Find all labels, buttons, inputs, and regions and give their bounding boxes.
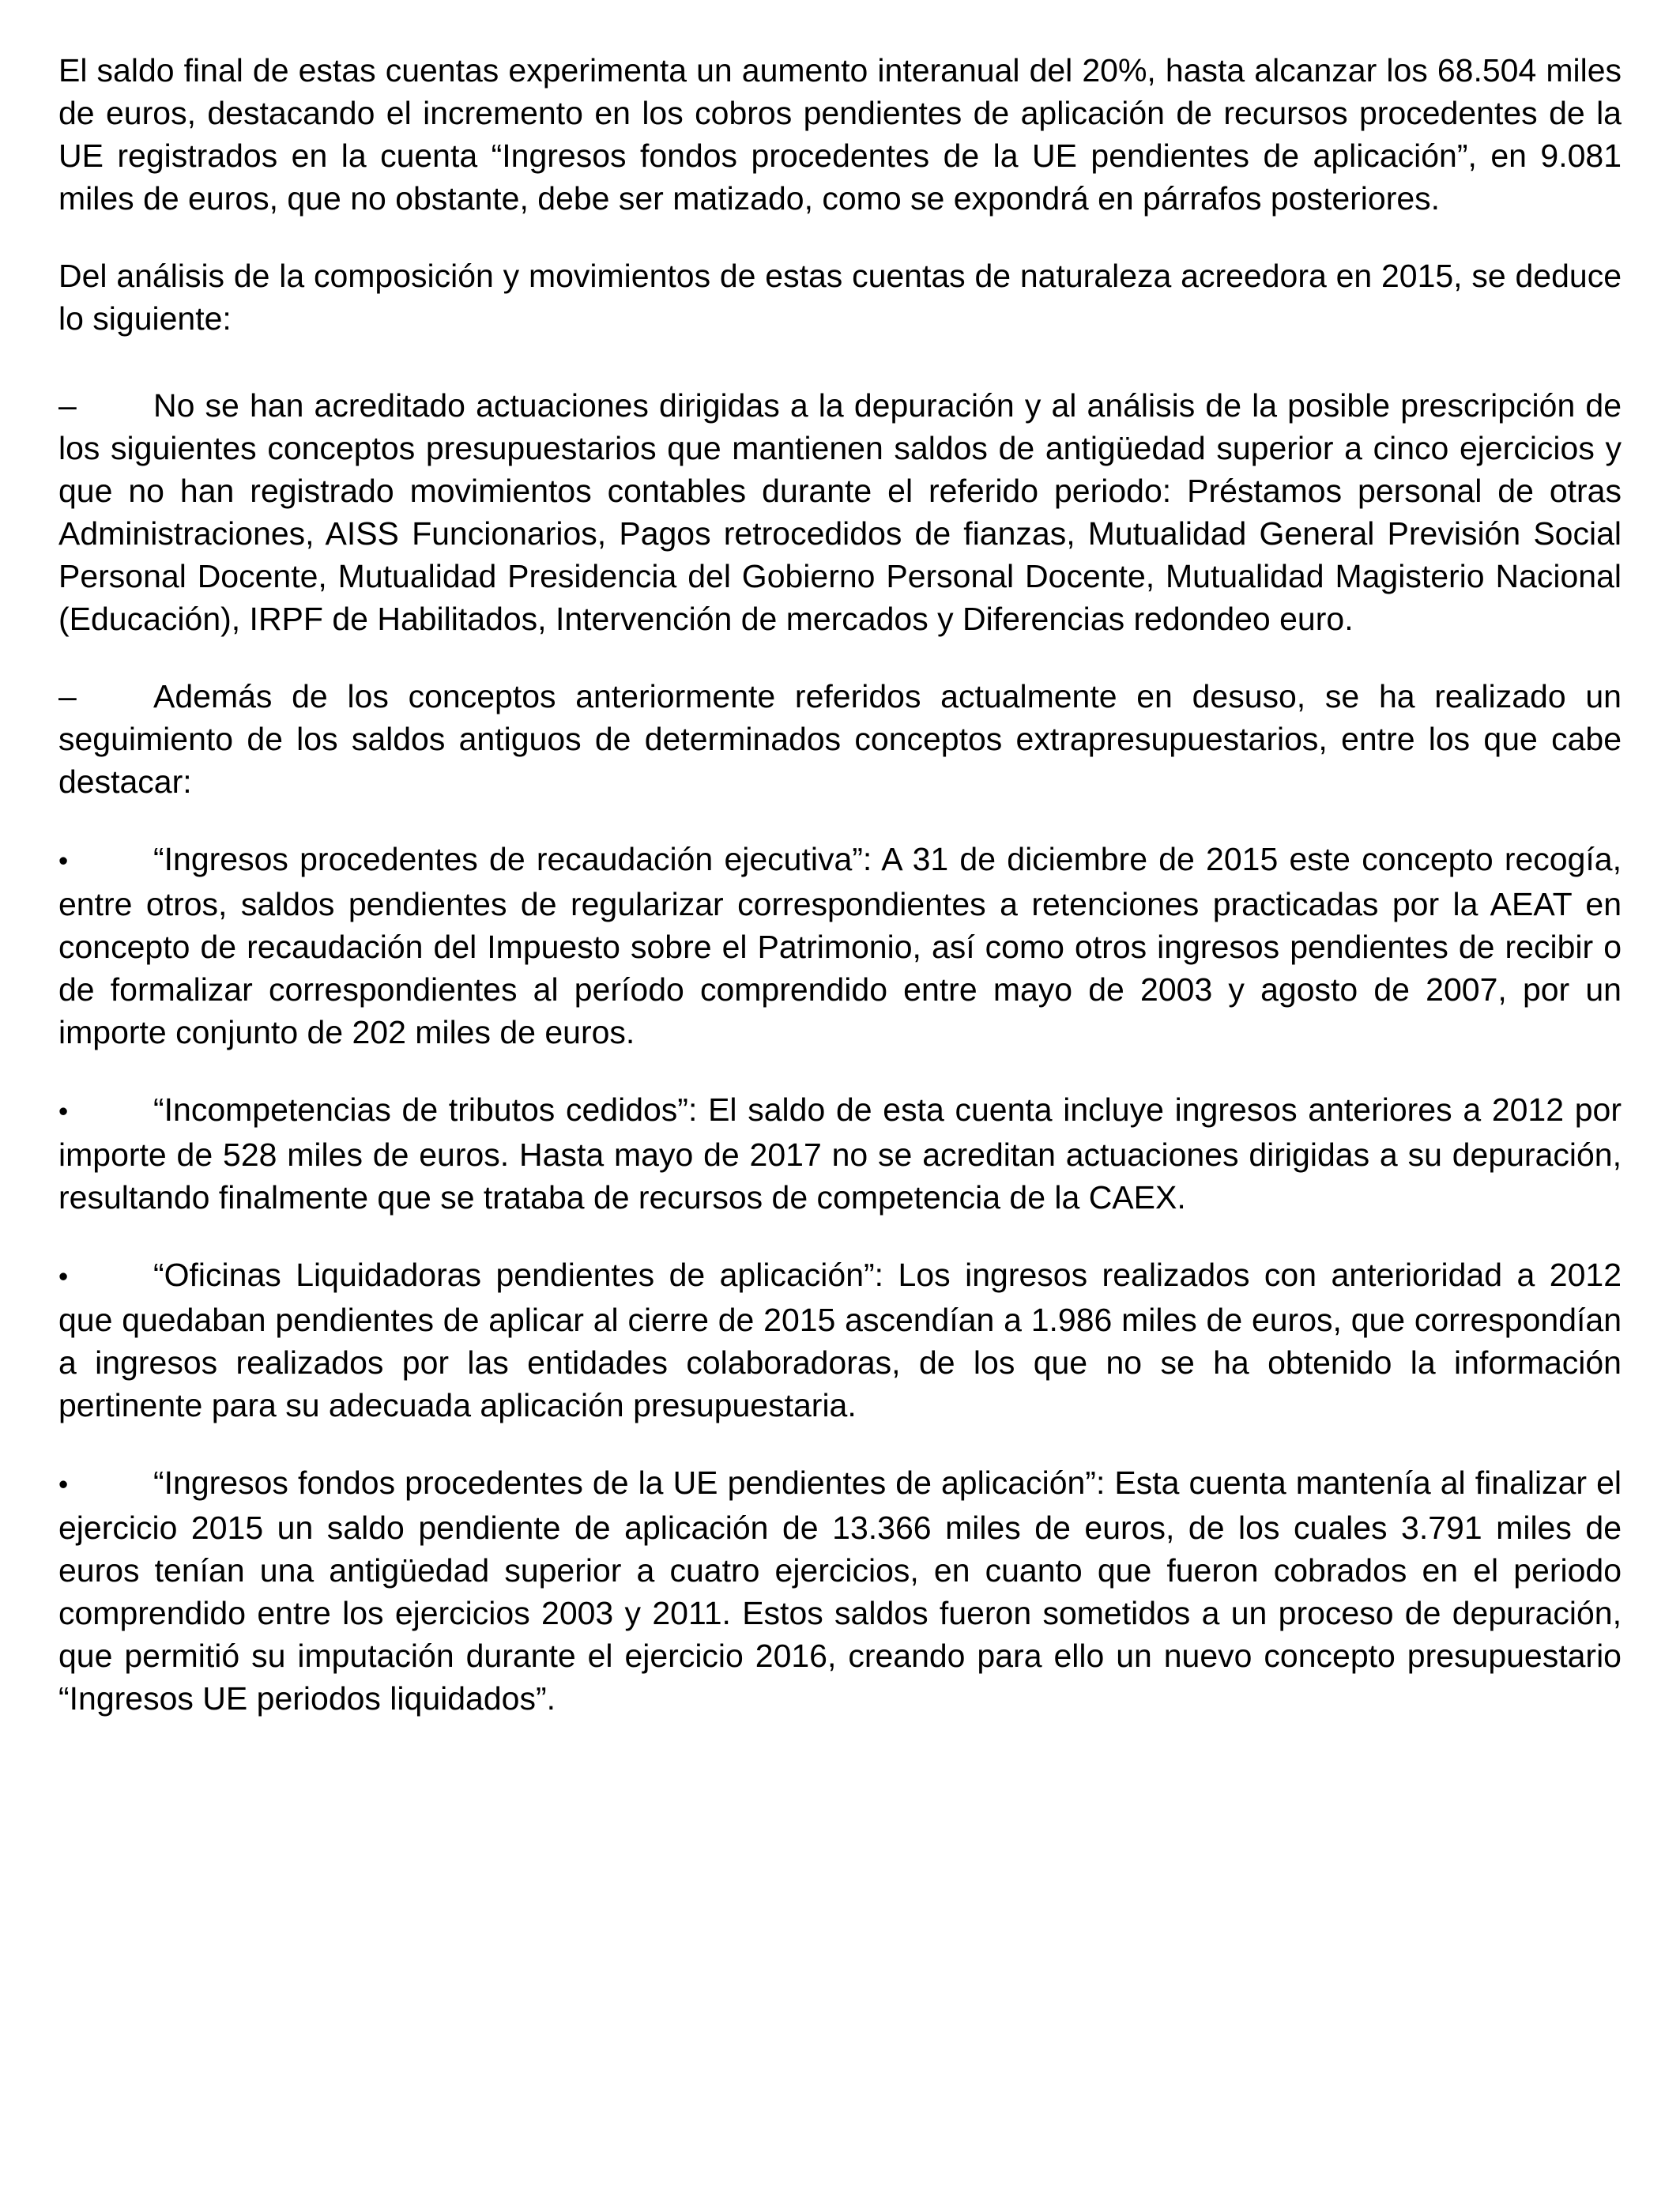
paragraph-text: “Oficinas Liquidadoras pendientes de aplicación”: Los ingresos realizados con anterioridad a 2012 que quedaban pendientes de aplicar al cierre de 2015 ascendían a 1.986 miles de euros, que correspondían a ingresos realizados por las entidades colaboradoras, de los que no se ha obtenido la información pertinente para su adecuada aplicación presupuestaria.: [58, 1257, 1622, 1423]
dash-item-depuracion: [58, 384, 1622, 640]
bullet-item-recaudacion-ejecutiva: [58, 838, 1622, 1054]
bullet-item-incompetencias-tributos: [58, 1088, 1622, 1219]
bullet-marker: •: [58, 1261, 69, 1292]
dash-marker: –: [58, 387, 77, 424]
paragraph-text: El saldo final de estas cuentas experimenta un aumento interanual del 20%, hasta alcanzar los 68.504 miles de euros, destacando el incremento en los cobros pendientes de aplicación de recursos procedentes de la UE registrados en la cuenta “Ingresos fondos procedentes de la UE pendientes de aplicación”, en 9.081 miles de euros, que no obstante, debe ser matizado, como se expondrá en párrafos posteriores.: [58, 52, 1622, 217]
paragraph-text: “Ingresos procedentes de recaudación ejecutiva”: A 31 de diciembre de 2015 este concepto recogía, entre otros, saldos pendientes de regularizar correspondientes a retenciones practicadas por la AEAT en concepto de recaudación del Impuesto sobre el Patrimonio, así como otros ingresos pendientes de recibir o de formalizar correspondientes al período comprendido entre mayo de 2003 y agosto de 2007, por un importe conjunto de 202 miles de euros.: [58, 841, 1622, 1050]
bullet-marker: •: [58, 846, 69, 876]
paragraph-text: Además de los conceptos anteriormente referidos actualmente en desuso, se ha realizado un seguimiento de los saldos antiguos de determinados conceptos extrapresupuestarios, entre los que cabe destacar:: [58, 678, 1622, 800]
paragraph-text: No se han acreditado actuaciones dirigidas a la depuración y al análisis de la posible prescripción de los siguientes conceptos presupuestarios que mantienen saldos de antigüedad superior a cinco ejercicios y que no han registrado movimientos contables durante el referido periodo: Préstamos personal de otras Administraciones, AISS Funcionarios, Pagos retrocedidos de fianzas, Mutualidad General Previsión Social Personal Docente, Mutualidad Presidencia del Gobierno Personal Docente, Mutualidad Magisterio Nacional (Educación), IRPF de Habilitados, Intervención de mercados y Diferencias redondeo euro.: [58, 387, 1622, 637]
dash-marker: –: [58, 678, 77, 714]
bullet-item-ingresos-fondos-ue: [58, 1461, 1622, 1720]
paragraph-saldo-final: [58, 49, 1622, 220]
paragraph-text: Del análisis de la composición y movimientos de estas cuentas de naturaleza acreedora en 2015, se deduce lo siguiente:: [58, 258, 1622, 337]
bullet-item-oficinas-liquidadoras: [58, 1253, 1622, 1427]
bullet-marker: •: [58, 1096, 69, 1127]
paragraph-text: “Incompetencias de tributos cedidos”: El saldo de esta cuenta incluye ingresos anteriores a 2012 por importe de 528 miles de euros. Hasta mayo de 2017 no se acreditan actuaciones dirigidas a su depuración, resultando finalmente que se trataba de recursos de competencia de la CAEX.: [58, 1091, 1622, 1216]
bullet-marker: •: [58, 1469, 69, 1500]
dash-item-seguimiento: [58, 675, 1622, 803]
paragraph-text: “Ingresos fondos procedentes de la UE pendientes de aplicación”: Esta cuenta mantenía al finalizar el ejercicio 2015 un saldo pendiente de aplicación de 13.366 miles de euros, de los cuales 3.791 miles de euros tenían una antigüedad superior a cuatro ejercicios, en cuanto que fueron cobrados en el periodo comprendido entre los ejercicios 2003 y 2011. Estos saldos fueron sometidos a un proceso de depuración, que permitió su imputación durante el ejercicio 2016, creando para ello un nuevo concepto presupuestario “Ingresos UE periodos liquidados”.: [58, 1465, 1622, 1717]
paragraph-analisis-lead: [58, 254, 1622, 340]
